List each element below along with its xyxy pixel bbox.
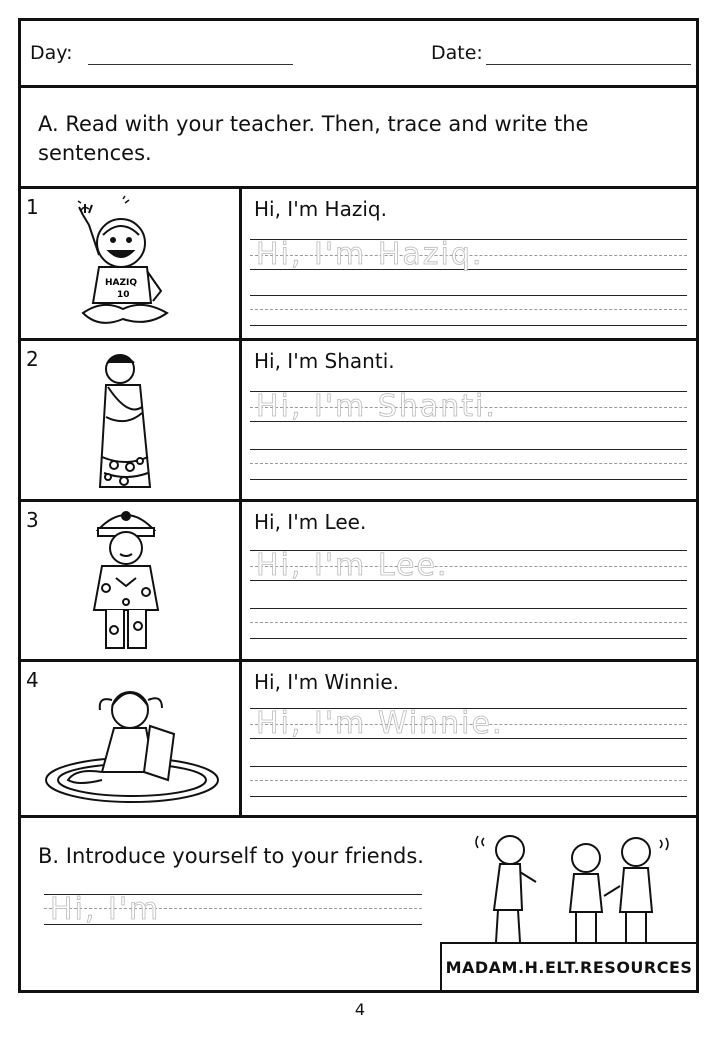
row-4	[18, 662, 699, 818]
day-label: Day:	[30, 42, 73, 64]
page-number: 4	[354, 1000, 366, 1019]
handwriting-lines[interactable]	[250, 702, 687, 812]
section-b-handwriting-lines[interactable]	[44, 894, 422, 934]
trace-sentence: Hi, I'm Haziq.	[256, 237, 484, 272]
brand-watermark: MADAM.H.ELT.RESOURCES	[440, 942, 696, 990]
friends-talking-illustration	[464, 820, 694, 944]
row-2-picture-cell	[18, 341, 242, 499]
trace-sentence: Hi, I'm Shanti.	[256, 389, 497, 424]
handwriting-lines[interactable]	[250, 544, 687, 654]
date-label: Date:	[431, 42, 483, 64]
section-b-trace: Hi, I'm	[50, 892, 161, 927]
girl-shanti-illustration	[78, 347, 178, 497]
model-sentence: Hi, I'm Shanti.	[254, 349, 395, 373]
section-a-instruction	[18, 88, 699, 189]
model-sentence: Hi, I'm Winnie.	[254, 670, 400, 694]
model-sentence: Hi, I'm Haziq.	[254, 197, 387, 221]
row-4-picture-cell	[18, 662, 242, 815]
row-3	[18, 502, 699, 662]
girl-winnie-reading-illustration	[42, 676, 222, 806]
row-number: 1	[26, 195, 39, 219]
model-sentence: Hi, I'm Lee.	[254, 510, 367, 534]
section-b	[18, 818, 699, 993]
boy-haziq-illustration	[63, 195, 193, 335]
handwriting-lines[interactable]	[250, 233, 687, 333]
trace-sentence: Hi, I'm Winnie.	[256, 706, 504, 741]
date-write-line[interactable]	[486, 64, 691, 65]
shirt-number-text: 10	[117, 290, 130, 300]
shirt-name-text: HAZIQ	[105, 278, 138, 288]
row-number: 4	[26, 668, 39, 692]
row-number: 2	[26, 347, 39, 371]
day-write-line[interactable]	[88, 64, 293, 65]
row-3-picture-cell	[18, 502, 242, 659]
day-date-row	[18, 18, 699, 88]
section-b-text: B. Introduce yourself to your friends.	[38, 844, 424, 868]
trace-sentence: Hi, I'm Lee.	[256, 548, 449, 583]
row-2	[18, 341, 699, 502]
row-1-picture-cell	[18, 189, 242, 338]
handwriting-lines[interactable]	[250, 385, 687, 495]
row-1	[18, 189, 699, 341]
row-number: 3	[26, 508, 39, 532]
boy-lee-illustration	[76, 508, 176, 658]
section-a-text: A. Read with your teacher. Then, trace and write the sentences.	[38, 112, 589, 165]
